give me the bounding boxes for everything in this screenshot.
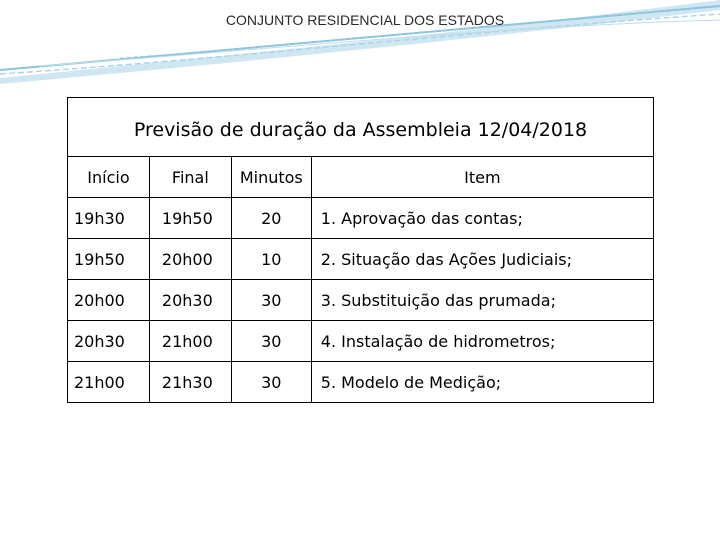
table-title: Previsão de duração da Assembleia 12/04/2018 xyxy=(68,98,654,157)
cell-item: 3. Substituição das prumada; xyxy=(311,280,653,321)
column-header-inicio: Início xyxy=(68,157,150,198)
cell-item: 1. Aprovação das contas; xyxy=(311,198,653,239)
cell-final: 20h00 xyxy=(149,239,231,280)
cell-minutos: 20 xyxy=(231,198,311,239)
cell-item: 4. Instalação de hidrometros; xyxy=(311,321,653,362)
cell-inicio: 19h50 xyxy=(68,239,150,280)
table-row xyxy=(68,280,654,321)
cell-minutos: 30 xyxy=(231,321,311,362)
cell-final: 19h50 xyxy=(149,198,231,239)
cell-final: 20h30 xyxy=(149,280,231,321)
cell-inicio: 21h00 xyxy=(68,362,150,403)
column-header-item: Item xyxy=(311,157,653,198)
table-row xyxy=(68,239,654,280)
cell-inicio: 19h30 xyxy=(68,198,150,239)
cell-minutos: 30 xyxy=(231,280,311,321)
cell-inicio: 20h00 xyxy=(68,280,150,321)
column-header-minutos: Minutos xyxy=(231,157,311,198)
table-row xyxy=(68,321,654,362)
slide-header: CONJUNTO RESIDENCIAL DOS ESTADOS xyxy=(225,12,505,28)
cell-final: 21h30 xyxy=(149,362,231,403)
column-header-final: Final xyxy=(149,157,231,198)
table-row xyxy=(68,362,654,403)
cell-minutos: 30 xyxy=(231,362,311,403)
cell-item: 2. Situação das Ações Judiciais; xyxy=(311,239,653,280)
table-row xyxy=(68,198,654,239)
cell-final: 21h00 xyxy=(149,321,231,362)
cell-inicio: 20h30 xyxy=(68,321,150,362)
cell-item: 5. Modelo de Medição; xyxy=(311,362,653,403)
schedule-table xyxy=(67,97,654,403)
cell-minutos: 10 xyxy=(231,239,311,280)
